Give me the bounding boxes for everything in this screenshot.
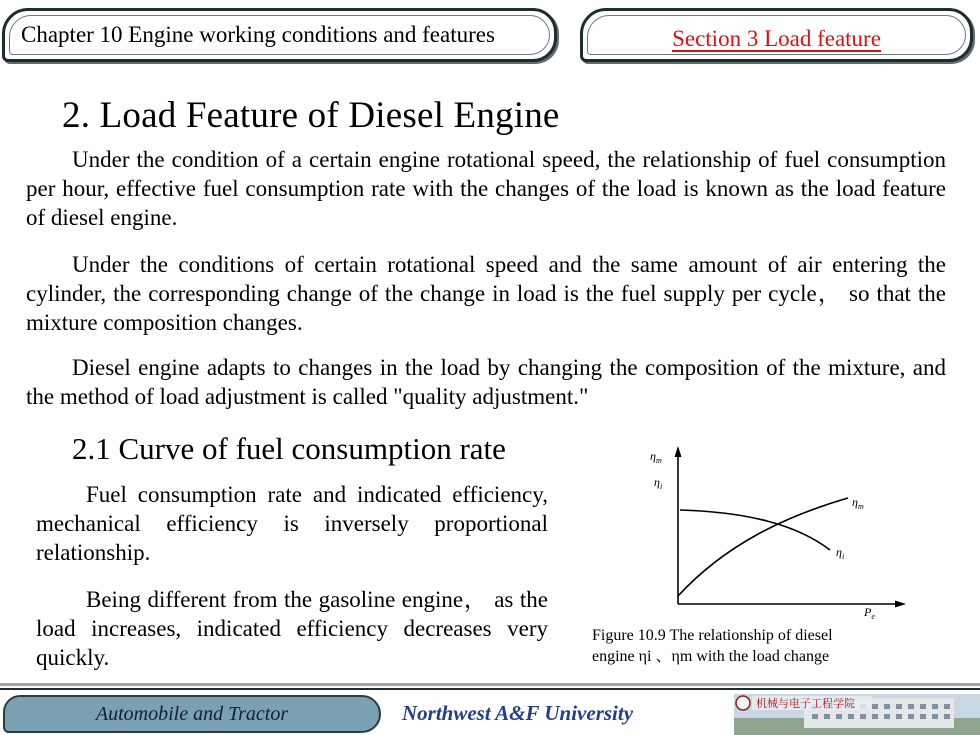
course-name: Automobile and Tractor (95, 702, 289, 725)
college-logo (736, 696, 750, 710)
course-tab (3, 695, 381, 733)
paragraph-3: Diesel engine adapts to changes in the load by changing the composition of the mixture, and the method of load adjustment is called "quality adjustment." (26, 355, 946, 409)
section-title: Section 3 Load feature (672, 18, 881, 52)
banner-text: 机械与电子工程学院 (756, 697, 855, 710)
curve-label-eta-i: $\eta_i$ (836, 545, 845, 561)
eta-i-curve (680, 510, 830, 550)
y-label-eta-i: $\eta_i$ (654, 475, 663, 491)
caption-line-1: Figure 10.9 The relationship of diesel (592, 627, 833, 644)
section-tab (580, 8, 973, 62)
footer-divider-dark (0, 688, 980, 690)
chapter-tab (2, 8, 557, 62)
caption-line-2: engine ηi 、ηm with the load change (592, 648, 830, 665)
college-building-banner (734, 694, 980, 735)
university-name: Northwest A&F University (402, 701, 634, 725)
paragraph-1: Under the condition of a certain engine rotational speed, the relationship of fuel consumption per hour, effective fuel consumption rate with the changes of the load is known as the load feature of diesel engine. (26, 147, 946, 230)
subsection-title: 2.1 Curve of fuel consumption rate (72, 431, 506, 466)
x-axis-arrow (895, 601, 906, 608)
sub-paragraph-1: Fuel consumption rate and indicated efficiency, mechanical efficiency is inversely proportional relationship. (36, 482, 548, 565)
x-label-pe: $P_e$ (864, 605, 875, 621)
efficiency-load-chart (636, 444, 906, 621)
figure-caption (592, 625, 922, 667)
chapter-title: Chapter 10 Engine working conditions and features (21, 22, 495, 47)
eta-m-curve (678, 498, 848, 596)
footer-divider-light (0, 683, 980, 686)
paragraph-2: Under the conditions of certain rotational speed and the same amount of air entering the cylinder, the corresponding change of the change in load is the fuel supply per cycle， so that the mixture composition changes. (26, 252, 946, 335)
curve-label-eta-m: $\eta_m$ (852, 495, 864, 511)
y-axis-arrow (675, 446, 682, 457)
page-title: 2. Load Feature of Diesel Engine (62, 95, 560, 136)
sub-paragraph-2: Being different from the gasoline engine， as the load increases, indicated efficiency decreases very quickly. (36, 587, 548, 670)
y-label-eta-m: $\eta_m$ (650, 449, 662, 465)
